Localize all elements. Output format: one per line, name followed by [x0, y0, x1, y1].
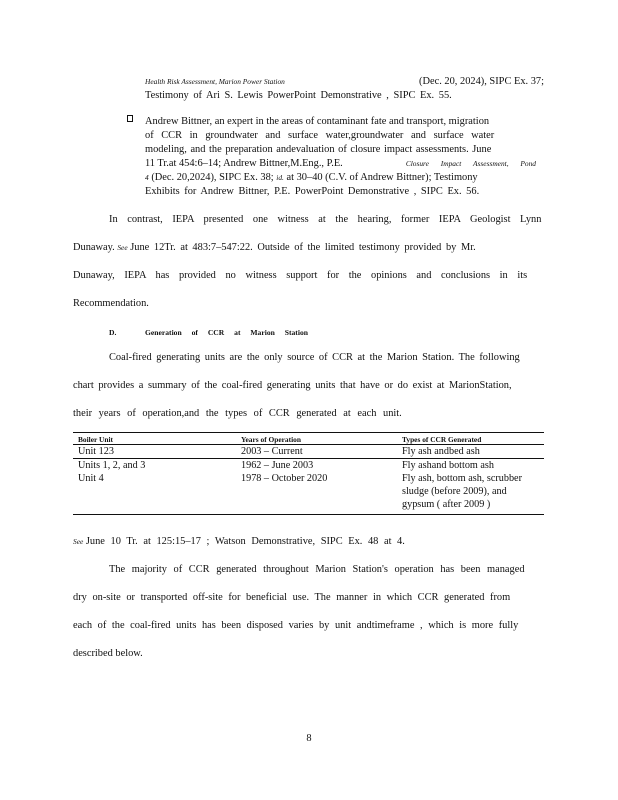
section-heading: D. Generation of CCR at Marion Station: [109, 328, 308, 337]
report-title: Closure Impact Assessment, Pond: [405, 159, 536, 168]
table-cell: Fly ash andbed ash: [397, 445, 544, 459]
bullet-line-3: modeling, and the preparation andevaluation of closure impact assessments. June: [145, 144, 492, 155]
bullet-line-1: Andrew Bittner, an expert in the areas of contaminant fate and transport, migration: [145, 116, 490, 127]
table-cell: Fly ashand bottom ash: [402, 460, 494, 471]
paragraph-line: dry on-site or transported off-site for beneficial use. The manner in which CCR generated from: [73, 592, 511, 603]
table-cell: 1962 – June 2003: [241, 460, 314, 471]
paragraph-line: Coal-fired generating units are the only source of CCR at the Marion Station. The following: [109, 352, 520, 363]
paragraph-line: chart provides a summary of the coal-fired generating units that have or do exist at MarionStation,: [73, 380, 512, 391]
page-number: 8: [306, 733, 312, 744]
bullet-line-4: 11 Tr.at 454:6–14; Andrew Bittner,M.Eng., P.E. Closure Impact Assessment, Pond: [145, 158, 536, 169]
table-row: [73, 445, 544, 459]
citation-line-2: Testimony of Ari S. Lewis PowerPoint Demonstrative , SIPC Ex. 55.: [145, 90, 452, 101]
paragraph-line: Recommendation.: [73, 298, 149, 309]
table-cell: 2003 – Current: [236, 445, 397, 459]
paragraph-line: The majority of CCR generated throughout Marion Station's operation has been managed: [109, 564, 525, 575]
table-cell: Unit 123: [73, 445, 236, 459]
table-cell: Unit 4: [73, 472, 236, 515]
table-cell: 1978 – October 2020: [236, 472, 397, 515]
column-header: Types of CCR Generated: [397, 433, 544, 445]
paragraph-line: Dunaway, IEPA has provided no witness support for the opinions and conclusions in its: [73, 270, 528, 281]
table-cell: Units 1, 2, and 3: [78, 460, 146, 471]
paragraph-line: described below.: [73, 648, 143, 659]
column-header: Boiler Unit: [73, 433, 236, 445]
table-header-row: [73, 433, 544, 445]
paragraph-line: In contrast, IEPA presented one witness at the hearing, former IEPA Geologist Lynn: [109, 214, 542, 225]
bullet-line-5: 4 (Dec. 20,2024), SIPC Ex. 38; id. at 30–40 (C.V. of Andrew Bittner); Testimony: [145, 172, 478, 183]
citation-line-1: Health Risk Assessment, Marion Power Station (Dec. 20, 2024), SIPC Ex. 37;: [145, 76, 544, 87]
table-source-citation: See June 10 Tr. at 125:15–17 ; Watson Demonstrative, SIPC Ex. 48 at 4.: [73, 536, 405, 547]
paragraph-line: each of the coal-fired units has been disposed varies by unit andtimeframe , which is more fully: [73, 620, 519, 631]
paragraph-line: their years of operation,and the types of CCR generated at each unit.: [73, 408, 402, 419]
paragraph-line: Dunaway. See June 12Tr. at 483:7–547:22. Outside of the limited testimony provided by Mr.: [73, 242, 476, 253]
table-row: [73, 472, 544, 515]
bullet-square-icon: [127, 115, 133, 122]
report-title: Health Risk Assessment, Marion Power Station: [145, 77, 285, 86]
column-header: Years of Operation: [236, 433, 397, 445]
table-row: [73, 459, 544, 473]
ccr-units-table: [73, 432, 544, 515]
table-cell: Fly ash, bottom ash, scrubber sludge (before 2009), and gypsum ( after 2009 ): [397, 472, 544, 515]
bullet-line-2: of CCR in groundwater and surface water,groundwater and surface water: [145, 130, 495, 141]
bullet-line-6: Exhibits for Andrew Bittner, P.E. PowerPoint Demonstrative , SIPC Ex. 56.: [145, 186, 480, 197]
